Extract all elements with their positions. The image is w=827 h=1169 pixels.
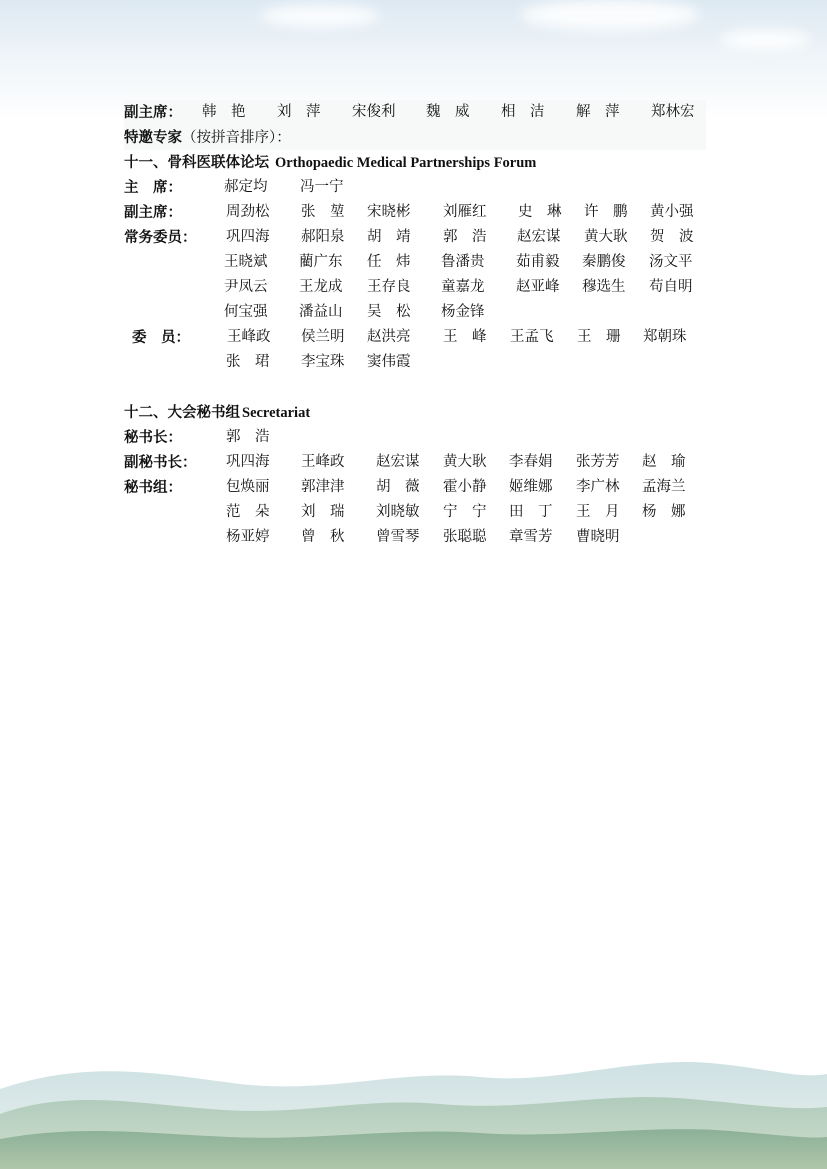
person-name: 包焕丽 [226, 479, 270, 495]
person-name: 魏 威 [426, 104, 470, 120]
special-experts-row [124, 125, 706, 150]
person-name: 王 月 [576, 504, 620, 520]
person-name: 赵宏谋 [376, 454, 420, 470]
person-name: 曾 秋 [301, 529, 345, 545]
secretary-general-label: 秘书长： [124, 429, 182, 446]
person-name: 郭 浩 [443, 229, 487, 245]
special-experts-label: 特邀专家（按拼音排序）： [124, 129, 291, 146]
person-name: 巩四海 [226, 229, 270, 245]
person-name: 王 珊 [577, 329, 621, 345]
person-name: 李广林 [576, 479, 620, 495]
deputy-secretary-row [124, 450, 706, 475]
person-name: 巩四海 [226, 454, 270, 470]
section-title-en: Orthopaedic Medical Partnerships Forum [275, 155, 537, 171]
person-name: 曹晓明 [576, 529, 620, 545]
section-title: 十一、骨科医联体论坛 Orthopaedic Medical Partnerships Forum [124, 154, 537, 171]
person-name: 任 炜 [367, 254, 411, 270]
person-name: 章雪芳 [509, 529, 553, 545]
person-name: 王 峰 [443, 329, 487, 345]
person-name: 侯兰明 [301, 329, 345, 345]
cloud-decoration [260, 5, 380, 27]
person-name: 杨 娜 [642, 504, 686, 520]
person-name: 黄大耿 [443, 454, 487, 470]
person-name: 曾雪琴 [376, 529, 420, 545]
person-name: 宋俊利 [352, 104, 396, 120]
section-title: 十二、大会秘书组 Secretariat [124, 404, 311, 421]
person-name: 汤文平 [649, 254, 693, 270]
person-name: 许 鹏 [584, 204, 628, 220]
section-spacer [124, 375, 706, 400]
person-name: 秦鹏俊 [582, 254, 626, 270]
person-name: 郑林宏 [651, 104, 695, 120]
person-name: 藺广东 [299, 254, 343, 270]
section-heading-11 [124, 150, 706, 175]
person-name: 赵宏谋 [517, 229, 561, 245]
vice-chair-row [124, 200, 706, 225]
person-name: 范 朵 [226, 504, 270, 520]
person-name: 童嘉龙 [441, 279, 485, 295]
person-name: 李春娟 [509, 454, 553, 470]
person-name: 茹甫毅 [516, 254, 560, 270]
person-name: 郑朝珠 [643, 329, 687, 345]
secretariat-group-row [124, 500, 706, 525]
standing-committee-row [124, 225, 706, 250]
person-name: 郭津津 [301, 479, 345, 495]
person-name: 何宝强 [224, 304, 268, 320]
cloud-decoration [720, 30, 810, 50]
vice-chair-label: 副主席： [124, 204, 182, 221]
person-name: 张芳芳 [576, 454, 620, 470]
person-name: 解 萍 [576, 104, 620, 120]
person-name: 潘益山 [299, 304, 343, 320]
person-name: 韩 艳 [202, 104, 246, 120]
person-name: 窦伟霞 [367, 354, 411, 370]
person-name: 赵 瑜 [642, 454, 686, 470]
person-name: 姬维娜 [509, 479, 553, 495]
person-name: 鲁潘贵 [441, 254, 485, 270]
person-name: 郭 浩 [226, 429, 270, 445]
person-name: 王晓斌 [224, 254, 268, 270]
person-name: 贺 波 [650, 229, 694, 245]
person-name: 冯一宁 [300, 179, 344, 195]
person-name: 张 堃 [301, 204, 345, 220]
person-name: 刘雁红 [443, 204, 487, 220]
person-name: 周劲松 [226, 204, 270, 220]
section-heading-12 [124, 400, 706, 425]
secretary-general-row [124, 425, 706, 450]
vice-chair-label: 副主席： [124, 104, 182, 121]
person-name: 苟自明 [649, 279, 693, 295]
person-name: 胡 薇 [376, 479, 420, 495]
chair-row [124, 175, 706, 200]
person-name: 郝定均 [224, 179, 268, 195]
person-name: 郝阳泉 [301, 229, 345, 245]
person-name: 吴 松 [367, 304, 411, 320]
secretariat-group-label: 秘书组： [124, 479, 182, 496]
person-name: 相 洁 [501, 104, 545, 120]
person-name: 赵亚峰 [516, 279, 560, 295]
standing-committee-row [124, 250, 706, 275]
person-name: 王龙成 [299, 279, 343, 295]
person-name: 穆选生 [582, 279, 626, 295]
person-name: 胡 靖 [367, 229, 411, 245]
person-name: 王峰政 [227, 329, 271, 345]
hills-illustration [0, 1019, 827, 1169]
person-name: 霍小静 [443, 479, 487, 495]
secretariat-group-row [124, 475, 706, 500]
standing-committee-label: 常务委员： [124, 229, 197, 246]
person-name: 李宝珠 [301, 354, 345, 370]
members-label: 委 员： [132, 329, 190, 346]
members-row [124, 350, 706, 375]
standing-committee-row [124, 300, 706, 325]
person-name: 张聪聪 [443, 529, 487, 545]
vice-chair-row [124, 100, 706, 125]
members-row [124, 325, 706, 350]
person-name: 刘 萍 [277, 104, 321, 120]
person-name: 田 丁 [509, 504, 553, 520]
deputy-secretary-label: 副秘书长： [124, 454, 197, 471]
section-title-en: Secretariat [242, 405, 311, 421]
person-name: 赵洪亮 [367, 329, 411, 345]
person-name: 黄小强 [650, 204, 694, 220]
landscape-decoration [0, 1019, 827, 1169]
cloud-decoration [520, 0, 700, 30]
person-name: 杨亚婷 [226, 529, 270, 545]
person-name: 尹凤云 [224, 279, 268, 295]
person-name: 刘晓敏 [376, 504, 420, 520]
person-name: 黄大耿 [584, 229, 628, 245]
standing-committee-row [124, 275, 706, 300]
person-name: 张 珺 [226, 354, 270, 370]
person-name: 王孟飞 [510, 329, 554, 345]
document-body [124, 100, 706, 550]
person-name: 杨金锋 [441, 304, 485, 320]
person-name: 王峰政 [301, 454, 345, 470]
person-name: 宁 宁 [443, 504, 487, 520]
person-name: 孟海兰 [642, 479, 686, 495]
person-name: 宋晓彬 [367, 204, 411, 220]
chair-label: 主 席： [124, 179, 182, 196]
person-name: 史 琳 [518, 204, 562, 220]
person-name: 王存良 [367, 279, 411, 295]
secretariat-group-row [124, 525, 706, 550]
person-name: 刘 瑞 [301, 504, 345, 520]
special-experts-note: （按拼音排序）： [182, 130, 291, 146]
